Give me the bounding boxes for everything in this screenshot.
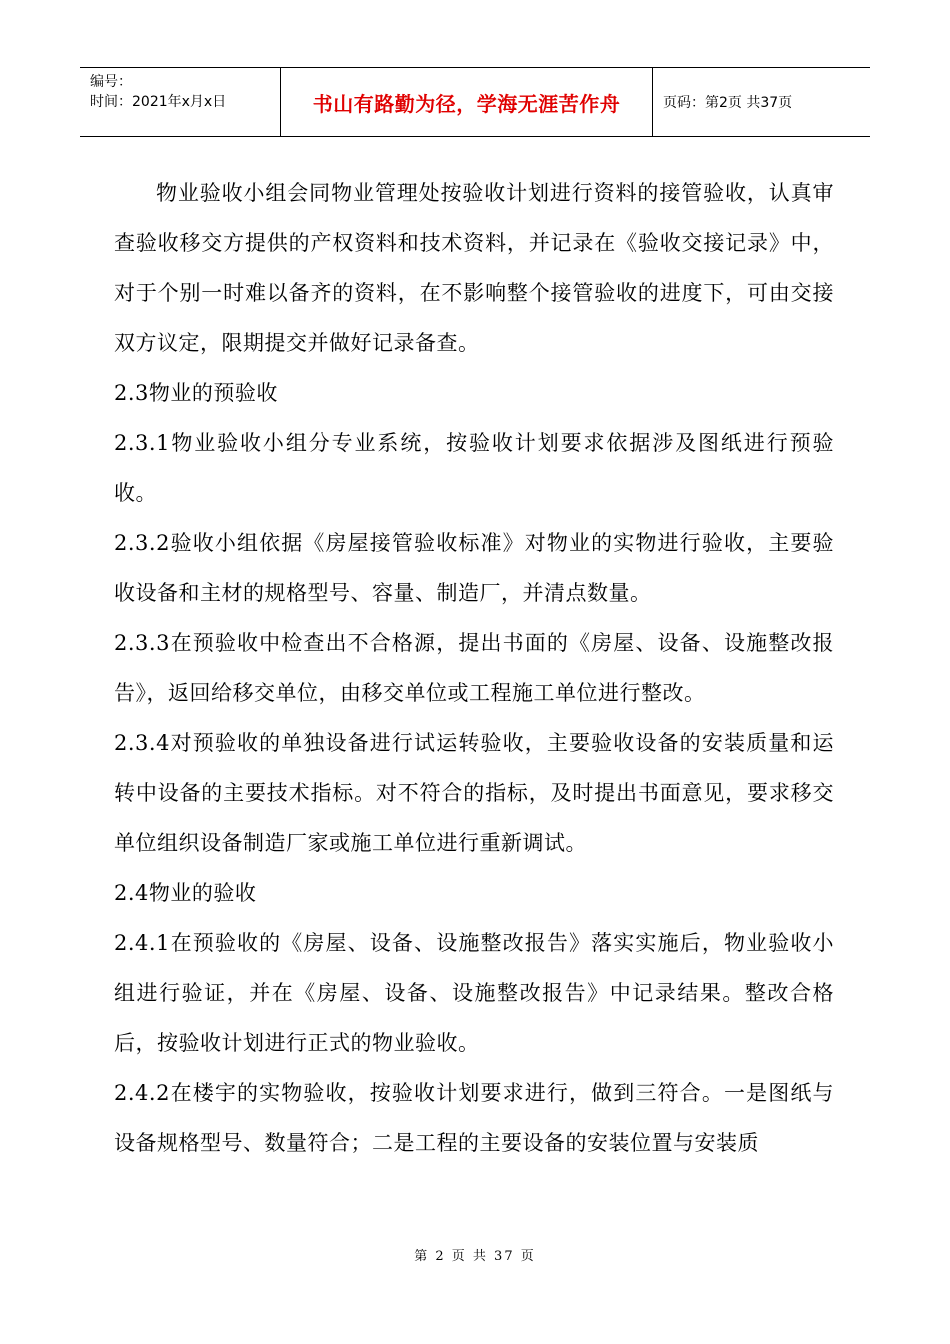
body-paragraph: 2.3.4对预验收的单独设备进行试运转验收，主要验收设备的安装质量和运转中设备的主要技术指标。对不符合的指标，及时提出书面意见，要求移交单位组织设备制造厂家或施工单位进行重新调试。 xyxy=(114,731,834,855)
body-paragraph: 物业验收小组会同物业管理处按验收计划进行资料的接管验收，认真审查验收移交方提供的产权资料和技术资料，并记录在《验收交接记录》中，对于个别一时难以备齐的资料，在不影响整个接管验收的进度下，可由交接双方议定，限期提交并做好记录备查。 xyxy=(114,181,834,355)
section-heading: 2.3物业的预验收 xyxy=(114,381,278,405)
body-paragraph: 2.4.2在楼宇的实物验收，按验收计划要求进行，做到三符合。一是图纸与设备规格型号、数量符合；二是工程的主要设备的安装位置与安装质 xyxy=(114,1081,834,1155)
header-page-label: 页码：第2页 共37页 xyxy=(663,95,793,111)
document-body xyxy=(114,168,834,1168)
body-paragraph: 2.4.1在预验收的《房屋、设备、设施整改报告》落实实施后，物业验收小组进行验证，并在《房屋、设备、设施整改报告》中记录结果。整改合格后，按验收计划进行正式的物业验收。 xyxy=(114,931,834,1055)
body-paragraph: 2.3.2验收小组依据《房屋接管验收标准》对物业的实物进行验收，主要验收设备和主材的规格型号、容量、制造厂，并清点数量。 xyxy=(114,531,834,605)
document-number-label: 编号： xyxy=(90,74,132,90)
header-meta xyxy=(80,68,280,136)
document-header xyxy=(80,67,870,137)
document-time-label: 时间：2021年x月x日 xyxy=(90,94,227,110)
page-footer: 第 2 页 共 37 页 xyxy=(414,1249,536,1264)
body-paragraph: 2.3.3在预验收中检查出不合格源，提出书面的《房屋、设备、设施整改报告》，返回给移交单位，由移交单位或工程施工单位进行整改。 xyxy=(114,631,834,705)
body-paragraph: 2.3.1物业验收小组分专业系统，按验收计划要求依据涉及图纸进行预验收。 xyxy=(114,431,834,505)
header-motto: 书山有路勤为径，学海无涯苦作舟 xyxy=(280,68,653,136)
section-heading: 2.4物业的验收 xyxy=(114,881,257,905)
